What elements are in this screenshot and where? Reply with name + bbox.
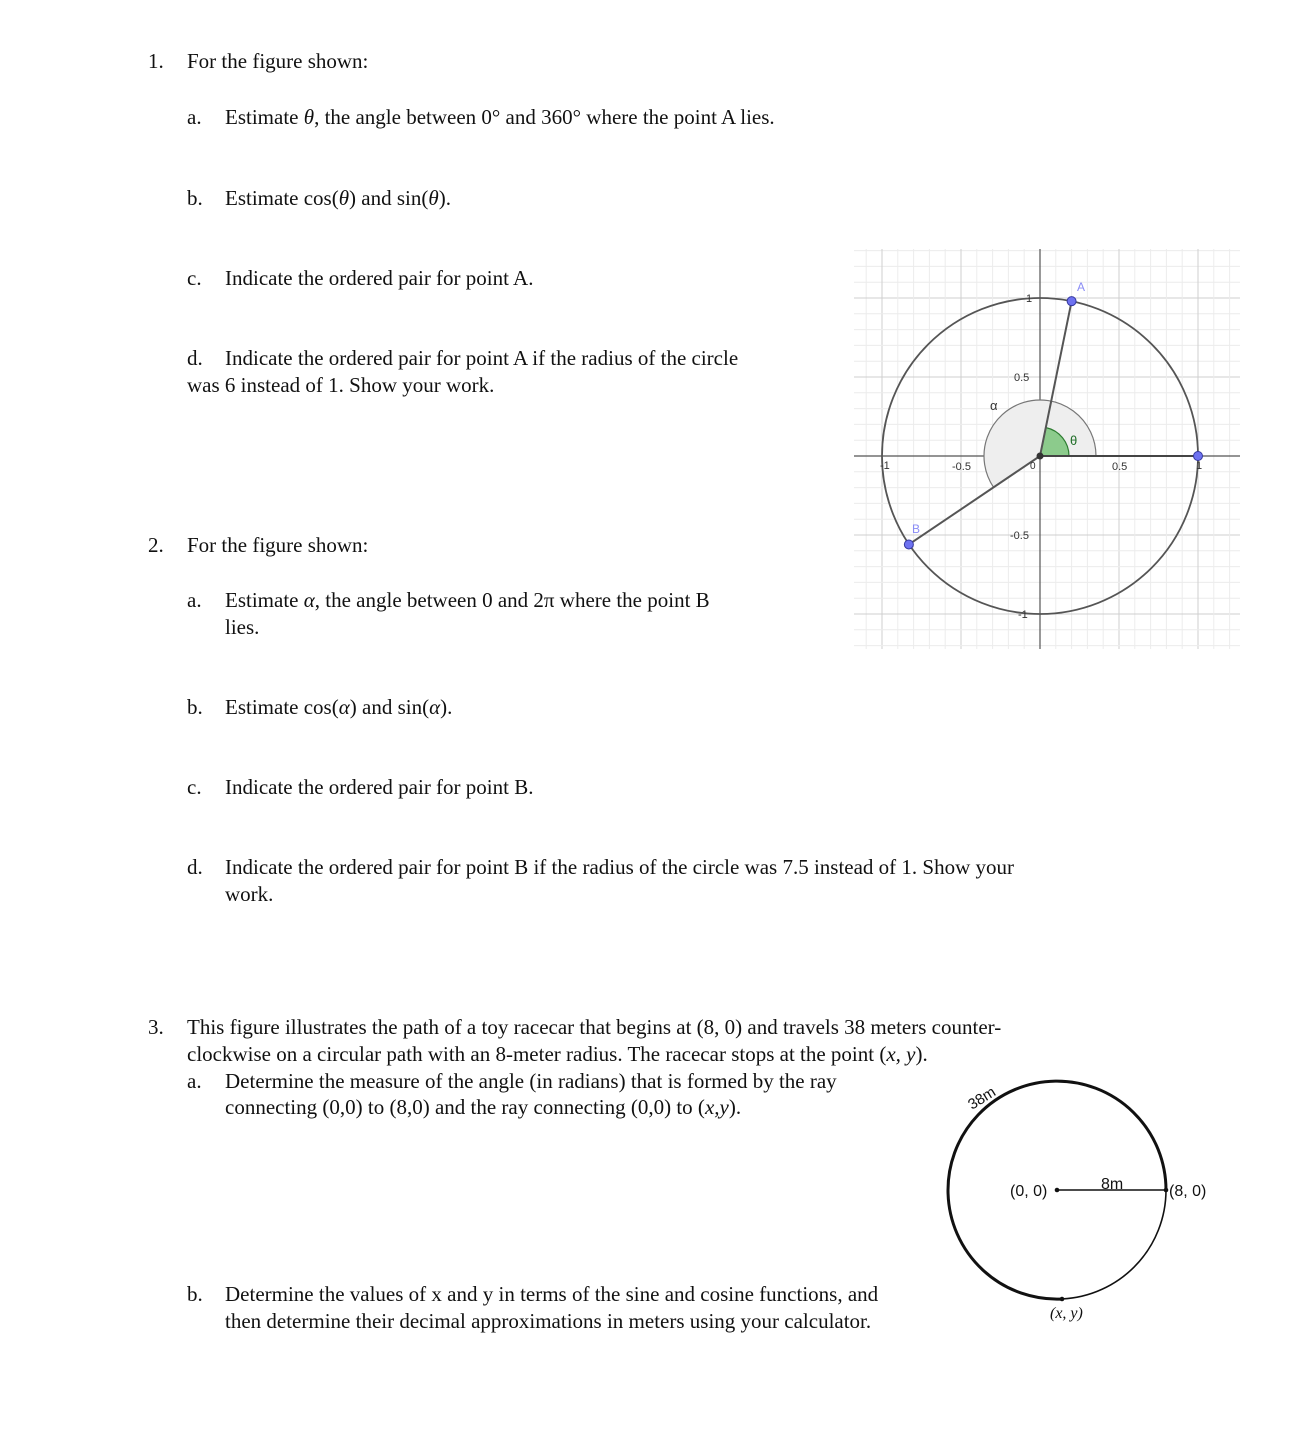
q2d-line1: Indicate the ordered pair for point B if the radius of the circle was 7.5 instead of 1. Show your <box>225 855 1015 879</box>
q2a-text <box>225 587 710 613</box>
origin-tick: 0 <box>1030 461 1036 472</box>
q2a-post: , the angle between 0 and 2π where the point B <box>314 588 710 612</box>
racecar-path-figure <box>940 1072 1230 1332</box>
y-tick-neg1: -1 <box>1018 609 1028 621</box>
x-tick-neg1: -1 <box>880 460 890 472</box>
q1a-pre: Estimate <box>225 105 304 129</box>
q1c-letter: c. <box>187 266 202 290</box>
q2b-pre: Estimate cos( <box>225 695 339 719</box>
q1b-theta-2: θ <box>428 186 439 210</box>
q3-line1: This figure illustrates the path of a toy racecar that begins at (8, 0) and travels 38 meters counter- <box>187 1015 1002 1039</box>
x-tick-1: 1 <box>1196 460 1203 472</box>
origin-dot <box>1055 1188 1060 1193</box>
radius-length-label: 8m <box>1101 1176 1124 1193</box>
q2b-text <box>225 694 452 720</box>
q1a-text <box>225 104 775 130</box>
alpha-label: α <box>990 398 998 413</box>
q2a-alpha: α <box>303 588 315 612</box>
q3-line2-pre: clockwise on a circular path with an 8-meter radius. The racecar stops at the point ( <box>187 1042 887 1066</box>
q2b-mid: ) and sin( <box>349 695 430 719</box>
point-b[interactable] <box>904 540 913 549</box>
q3a-line1: Determine the measure of the angle (in radians) that is formed by the ray <box>225 1069 837 1093</box>
q1-prompt: For the figure shown: <box>187 49 369 73</box>
q1-number: 1. <box>148 49 164 73</box>
point-b-label: B <box>912 522 921 536</box>
q1b-pre: Estimate cos( <box>225 186 339 210</box>
y-tick-1: 1 <box>1026 293 1033 305</box>
q1b-text <box>225 185 451 211</box>
y-tick-neg05: -0.5 <box>1010 530 1029 542</box>
q1b-theta-1: θ <box>338 186 350 210</box>
origin-point <box>1037 453 1044 460</box>
q2c-text: Indicate the ordered pair for point B. <box>225 775 534 799</box>
q3-line2 <box>187 1041 928 1067</box>
q1b-post: ). <box>438 186 451 210</box>
q1d-line2: was 6 instead of 1. Show your work. <box>187 373 495 397</box>
y-tick-05: 0.5 <box>1014 372 1030 384</box>
q2b-post: ). <box>440 695 453 719</box>
q3a-line2-var: x,y <box>704 1095 729 1119</box>
q2d-line2: work. <box>225 882 274 906</box>
q2b-alpha-1: α <box>338 695 350 719</box>
q3-number: 3. <box>148 1015 164 1039</box>
x-tick-05: 0.5 <box>1112 461 1128 473</box>
q1d-letter: d. <box>187 346 203 370</box>
q1a-letter: a. <box>187 105 202 129</box>
theta-label: θ <box>1070 433 1078 448</box>
q3b-line2: then determine their decimal approximations in meters using your calculator. <box>225 1309 872 1333</box>
q3b-letter: b. <box>187 1282 203 1306</box>
q1d-line1: Indicate the ordered pair for point A if the radius of the circle <box>225 346 739 370</box>
q1b-letter: b. <box>187 186 203 210</box>
origin-label: (0, 0) <box>1010 1183 1048 1200</box>
q2-prompt: For the figure shown: <box>187 533 369 557</box>
q2a-pre: Estimate <box>225 588 304 612</box>
q3a-letter: a. <box>187 1069 202 1093</box>
q1c-text: Indicate the ordered pair for point A. <box>225 266 534 290</box>
point-a-label: A <box>1077 280 1086 294</box>
q2-number: 2. <box>148 533 164 557</box>
q3b-line1: Determine the values of x and y in terms of the sine and cosine functions, and <box>225 1282 879 1306</box>
point-one-zero[interactable] <box>1194 452 1203 461</box>
q1a-theta: θ <box>303 105 315 129</box>
q2c-letter: c. <box>187 775 202 799</box>
start-dot <box>1164 1188 1169 1193</box>
q2a-line2: lies. <box>225 615 260 639</box>
q1b-mid: ) and sin( <box>349 186 429 210</box>
q2a-letter: a. <box>187 588 202 612</box>
q3-line2-var: x, y <box>886 1042 916 1066</box>
x-tick-neg05: -0.5 <box>952 461 971 473</box>
q3-line2-post: ). <box>915 1042 928 1066</box>
end-dot <box>1060 1297 1065 1302</box>
q3a-line2-post: ). <box>728 1095 742 1119</box>
q2d-letter: d. <box>187 855 203 879</box>
arc-length-label: 38m <box>965 1083 999 1114</box>
start-point-label: (8, 0) <box>1169 1183 1207 1200</box>
end-point-label: (x, y) <box>1050 1305 1083 1322</box>
q2b-alpha-2: α <box>429 695 441 719</box>
q3a-line2-pre: connecting (0,0) to (8,0) and the ray connecting (0,0) to ( <box>225 1095 705 1119</box>
q1a-post: , the angle between 0° and 360° where the point A lies. <box>314 105 775 129</box>
unit-circle-figure <box>854 249 1240 649</box>
q2b-letter: b. <box>187 695 203 719</box>
q3a-line2 <box>225 1094 741 1120</box>
point-a[interactable] <box>1067 297 1076 306</box>
